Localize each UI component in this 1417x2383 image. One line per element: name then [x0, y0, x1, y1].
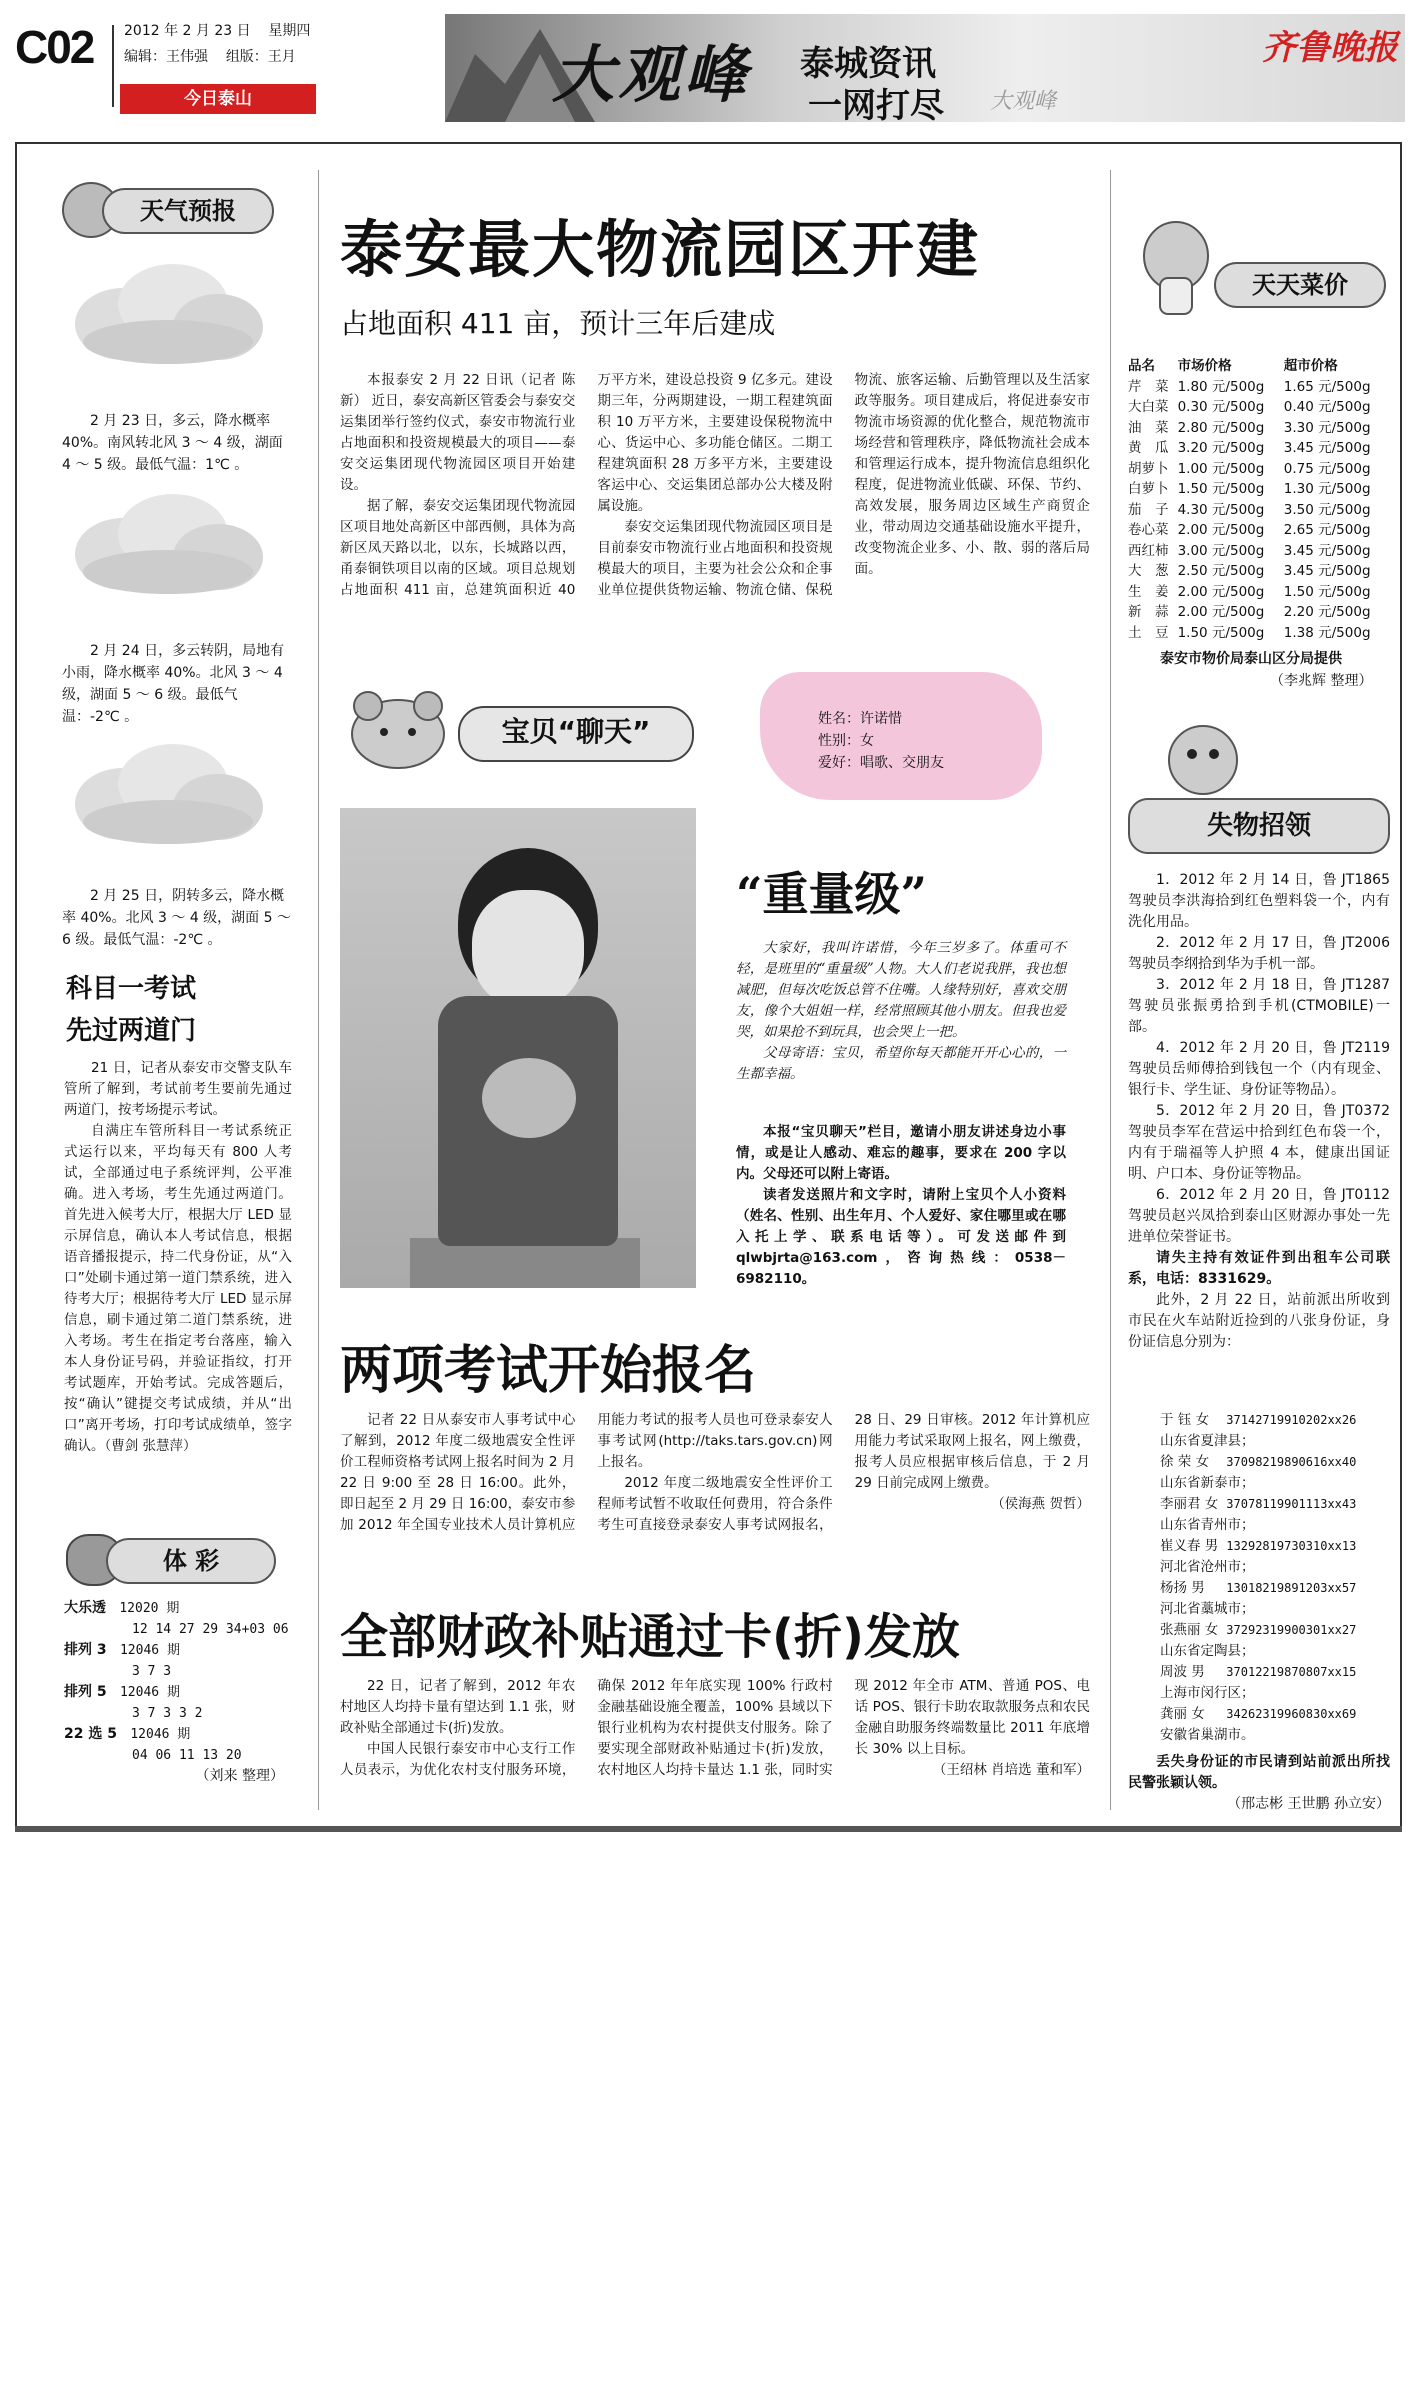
list-item — [1160, 1662, 1356, 1683]
veg-name: 大 葱 — [1128, 563, 1169, 579]
veg-super-price: 2.20 元/500g — [1283, 604, 1371, 620]
register-credit: （侯海燕 贺哲） — [991, 1496, 1090, 1512]
exam-body — [64, 1058, 292, 1457]
lottery-name: 大乐透 — [64, 1600, 106, 1616]
main-subheadline: 占地面积 411 亩，预计三年后建成 — [340, 307, 776, 340]
subsidy-paragraph: 22 日，记者了解到，2012 年农村地区人均持卡量有望达到 1.1 张，财政补贴全部通过卡(折)发放。 — [340, 1678, 576, 1736]
weather-day-1-text: 2 月 23 日，多云，降水概率 40%。南风转北风 3 ～ 4 级，湖面 4 ～ 5 级。最低气温：1℃ 。 — [62, 413, 283, 473]
section-tag: 今日泰山 — [120, 84, 316, 114]
veg-market-price: 1.00 元/500g — [1177, 460, 1265, 477]
table-row — [1128, 541, 1390, 562]
lottery-name: 22 选 5 — [64, 1726, 117, 1742]
veg-super-price: 0.75 元/500g — [1283, 460, 1371, 477]
header-divider — [112, 25, 114, 107]
id-owner: 张燕丽 女 — [1160, 1622, 1219, 1638]
table-row — [1128, 397, 1390, 418]
header-weekday: 星期四 — [268, 23, 311, 39]
cloud-icon — [68, 492, 268, 597]
weather-header — [62, 182, 272, 238]
veg-name: 新 蒜 — [1128, 604, 1169, 620]
baby-story-text: 大家好，我叫许诺惜，今年三岁多了。体重可不轻，是班里的“重量级”人物。大人们老说我胖，我也想减肥，但每次吃饭总管不住嘴。人缘特别好，喜欢交朋友，像个大姐姐一样，经常照顾其他小朋友。但我也爱哭，如果抢不到玩具，也会哭上一把。 — [736, 940, 1066, 1040]
id-number: 37142719910202xx26 — [1226, 1413, 1357, 1427]
weather-day-3-text: 2 月 25 日，阴转多云，降水概率 40%。北风 3 ～ 4 级，湖面 5 ～ 6 级。最低气温：-2℃ 。 — [62, 888, 291, 948]
table-row — [1128, 459, 1390, 480]
lost-item: 2．2012 年 2 月 17 日，鲁 JT2006 驾驶员李纲拾到华为手机一部。 — [1128, 935, 1390, 972]
id-owner: 龚丽 女 — [1160, 1706, 1205, 1722]
lost-item: 6．2012 年 2 月 20 日，鲁 JT0112 驾驶员赵兴凤拾到泰山区财源办事处一先进单位荣誉证书。 — [1128, 1187, 1390, 1245]
lottery-header — [66, 1530, 276, 1588]
list-item — [1160, 1494, 1356, 1515]
baby-story — [736, 938, 1066, 1085]
list-item — [1160, 1515, 1356, 1536]
header-date: 2012 年 2 月 23 日 — [124, 23, 251, 39]
exam-title-1: 科目一考试 — [66, 974, 197, 1004]
veg-name: 生 姜 — [1128, 583, 1169, 600]
veg-name: 西红柿 — [1128, 542, 1169, 559]
lost-closing-block — [1128, 1752, 1390, 1815]
veg-market-price: 3.20 元/500g — [1177, 440, 1265, 456]
lottery-numbers: 04 06 11 13 20 — [132, 1748, 242, 1763]
list-item — [1160, 1599, 1356, 1620]
veg-super-price: 3.45 元/500g — [1283, 542, 1371, 559]
id-address: 河北省藁城市； — [1160, 1601, 1255, 1617]
subsidy-paragraph: 中国人民银行泰安市中心支行工作人员表示，为优化农村支付服务环境，确保 2012 年年底实现 100% 行政村金融基础设施全覆盖，100% 县域以下银行业机构为农村提供支付服务。除了要实现全部财政补贴通过卡(折)发放，农村地区人均持卡量达 1.1 张，同时实现 2012 年全市 ATM、普通 POS、电话 POS、银行卡助农取款服务点和农民金融自助服务终端数量比 2011 年底增长 30% 以上目标。 — [340, 1678, 1090, 1778]
lottery-issue: 12046 期 — [119, 1643, 180, 1658]
lottery-name: 排列 3 — [64, 1642, 107, 1658]
lost-items — [1128, 870, 1390, 1353]
veg-super-price: 1.65 元/500g — [1283, 378, 1371, 395]
id-number: 37012219870807xx15 — [1226, 1665, 1357, 1679]
paper-logo: 齐鲁晚报 — [1262, 28, 1398, 68]
lost-intro: 此外，2 月 22 日，站前派出所收到市民在火车站附近捡到的八张身份证，身份证信息分别为： — [1128, 1292, 1390, 1350]
baby-column-title: 宝贝“聊天” — [458, 706, 694, 762]
register-paragraph: 记者 22 日从泰安市人事考试中心了解到，2012 年度二级地震安全性评价工程师资格考试网上报名时间为 2 月 22 日 9:00 至 28 日 16:00。此外，即日起至 2 月 29 日 16:00，泰安市参加 2012 年全国专业技术人员计算机应用能力考试的报考人员也可登录泰安人事考试网(http://taks.tars.gov.cn)网上报名。 — [340, 1412, 833, 1533]
veg-super-price: 1.50 元/500g — [1283, 583, 1371, 600]
list-item — [1160, 1725, 1356, 1746]
table-row — [1128, 500, 1390, 521]
register-headline: 两项考试开始报名 — [340, 1341, 757, 1401]
veg-name: 黄 瓜 — [1128, 440, 1169, 456]
list-item — [1160, 1431, 1356, 1452]
id-address: 山东省夏津县； — [1160, 1433, 1255, 1449]
id-address: 山东省新泰市； — [1160, 1475, 1255, 1491]
subsidy-credit: （王绍林 肖培选 董和军） — [932, 1762, 1090, 1778]
id-number: 13018219891203xx57 — [1226, 1581, 1357, 1595]
list-item — [1160, 1473, 1356, 1494]
veg-name: 油 菜 — [1128, 419, 1169, 436]
banner-watermark: 大观峰 — [990, 89, 1057, 114]
lottery-issue: 12046 期 — [119, 1685, 180, 1700]
id-owner: 李丽君 女 — [1160, 1496, 1219, 1512]
weather-day-3 — [62, 885, 292, 951]
lost-closing: 丢失身份证的市民请到站前派出所找民警张颖认领。 — [1128, 1754, 1390, 1791]
list-item — [1160, 1410, 1356, 1431]
veg-price-table — [1128, 356, 1390, 643]
id-address: 河北省沧州市； — [1160, 1559, 1255, 1575]
cloud-icon — [68, 742, 268, 847]
column-rule-right — [1110, 170, 1111, 1810]
list-item — [1160, 1620, 1356, 1641]
exam-title-2: 先过两道门 — [66, 1016, 197, 1046]
veg-source: 泰安市物价局泰山区分局提供 — [1160, 651, 1342, 667]
main-paragraph: 据了解，泰安交运集团现代物流园区项目地处高新区中部西侧，具体为高新区凤天路以北，以东，长城路以西，甬泰铜铁项目以南的区域。项目总规划占地面积 411 亩，总建筑面积近 40 万平方米，建设总投资 9 亿多元。建设期三年，分两期建设，一期工程建筑面积 10 万平方米，主要建设保税物流中心、货运中心、多功能仓储区。二期工程建筑面积 28 万多平方米，主要建设客运中心、交运集团总部办公大楼及附属设施。 — [340, 372, 833, 598]
table-row — [1128, 582, 1390, 603]
veg-header-market: 市场价格 — [1177, 358, 1232, 374]
lottery-numbers: 3 7 3 3 2 — [132, 1706, 203, 1721]
baby-headline: “重量级” — [736, 867, 927, 921]
table-row — [1128, 623, 1390, 644]
lost-item: 3．2012 年 2 月 18 日，鲁 JT1287 驾驶员张振勇拾到手机(CTMOBILE)一部。 — [1128, 977, 1390, 1035]
list-item — [1160, 1557, 1356, 1578]
exam-paragraph: 自满庄车管所科目一考试系统正式运行以来，平均每天有 800 人考试，全部通过电子系统评判，公平准确。进入考场，考生先通过两道门。首先进入候考大厅，根据大厅 LED 显示屏信息，确认本人考试信息，根据语音播报提示，持二代身份证，从“入口”处刷卡通过第一道门禁系统，进入待考大厅；根据待考大厅 LED 显示屏信息，刷卡通过第二道门禁系统，进入考场。考生在指定考台落座，输入本人身份证号码，并验证指纹，打开考试题库，开始考试。完成答题后，按“确认”键提交考试成绩，并从“出口”离开考场，打印考试成绩单，签字确认。（曹剑 张慧萍） — [64, 1123, 292, 1454]
baby-notice-1: 本报“宝贝聊天”栏目，邀请小朋友讲述身边小事情，或是让人感动、难忘的趣事，要求在 200 字以内。父母还可以附上寄语。 — [736, 1124, 1066, 1182]
lottery-row — [64, 1682, 294, 1724]
id-number: 37098219890616xx40 — [1226, 1455, 1357, 1469]
list-item — [1160, 1452, 1356, 1473]
exam-paragraph: 21 日，记者从泰安市交警支队车管所了解到，考试前考生要前先通过两道门，按考场提示考试。 — [64, 1060, 292, 1118]
table-row — [1128, 561, 1390, 582]
id-owner: 周波 男 — [1160, 1664, 1205, 1680]
id-owner: 徐 荣 女 — [1160, 1454, 1210, 1470]
cartoon-bear-icon — [338, 690, 458, 772]
column-rule-left — [318, 170, 319, 1810]
banner-title: 大观峰 — [552, 38, 751, 111]
lottery-numbers: 3 7 3 — [132, 1664, 172, 1679]
table-row — [1128, 377, 1390, 398]
banner-slogan-2: 一网打尽 — [808, 86, 944, 126]
veg-market-price: 2.00 元/500g — [1177, 604, 1265, 620]
veg-header-name: 品名 — [1128, 358, 1155, 374]
lost-item: 4．2012 年 2 月 20 日，鲁 JT2119 驾驶员岳师傅拾到钱包一个（内有现金、银行卡、学生证、身份证等物品）。 — [1128, 1040, 1390, 1098]
lottery-credit: （刘来 整理） — [195, 1768, 284, 1784]
veg-market-price: 1.50 元/500g — [1177, 481, 1265, 497]
weather-day-2-text: 2 月 24 日，多云转阴，局地有小雨，降水概率 40%。北风 3 ～ 4 级，湖面 5 ～ 6 级。最低气温：-2℃ 。 — [62, 643, 285, 725]
photo-face — [472, 890, 584, 1008]
id-address: 安徽省巢湖市。 — [1160, 1727, 1255, 1743]
veg-name: 茄 子 — [1128, 501, 1169, 518]
veg-super-price: 3.50 元/500g — [1283, 501, 1371, 518]
veg-market-price: 2.50 元/500g — [1177, 563, 1265, 579]
lost-title: 失物招领 — [1128, 798, 1390, 854]
lottery-results — [64, 1598, 294, 1787]
lottery-row — [64, 1640, 294, 1682]
list-item — [1160, 1683, 1356, 1704]
id-card-list — [1160, 1410, 1356, 1746]
veg-super-price: 3.45 元/500g — [1283, 440, 1371, 456]
lottery-title: 体 彩 — [106, 1538, 276, 1584]
lost-item: 5．2012 年 2 月 20 日，鲁 JT0372 驾驶员李军在营运中拾到红色布袋一个，内有于瑞福等人护照 4 本，健康出国证明、户口本、身份证等物品。 — [1128, 1103, 1390, 1182]
veg-name: 芹 菜 — [1128, 378, 1169, 395]
table-row — [1128, 602, 1390, 623]
register-body — [340, 1410, 1090, 1580]
lottery-row — [64, 1598, 294, 1640]
veg-header-supermarket: 超市价格 — [1283, 358, 1338, 374]
baby-name: 姓名：许诺惜 — [818, 711, 902, 727]
veg-name: 大白菜 — [1128, 399, 1169, 415]
banner-slogan-1: 泰城资讯 — [800, 44, 936, 84]
id-number: 37292319900301xx27 — [1226, 1623, 1357, 1637]
veg-market-price: 2.80 元/500g — [1177, 419, 1265, 436]
main-paragraph: 泰安交运集团现代物流园区项目是目前泰安市物流行业占地面积和投资规模最大的项目，主要为社会公众和企事业单位提供货物运输、物流仓储、保税物流、旅客运输、后勤管理以及生活家政等服务。项目建成后，将促进泰安市物流市场资源的优化整合，规范物流市场经营和管理秩序，降低物流社会成本和管理运行成本，提升物流信息组织化程度，促进物流业低碳、环保、节约、高效发展，服务周边区域生产商贸企业，带动周边交通基础设施水平提升，改变物流企业多、小、散、弱的落后局面。 — [597, 372, 1090, 598]
baby-photo — [340, 808, 696, 1288]
id-address: 山东省青州市； — [1160, 1517, 1255, 1533]
subsidy-headline: 全部财政补贴通过卡(折)发放 — [340, 1609, 960, 1665]
lottery-issue: 12020 期 — [119, 1601, 180, 1616]
veg-super-price: 0.40 元/500g — [1283, 399, 1371, 415]
veg-header — [1128, 218, 1392, 328]
veg-name: 白萝卜 — [1128, 481, 1169, 497]
lost-item: 1．2012 年 2 月 14 日，鲁 JT1865 驾驶员李洪海拾到红色塑料袋一个，内有洗化用品。 — [1128, 872, 1390, 930]
header-editor: 编辑：王伟强 — [124, 49, 208, 65]
id-owner: 于 钰 女 — [1160, 1412, 1210, 1428]
veg-market-price: 1.80 元/500g — [1177, 378, 1265, 395]
veg-market-price: 2.00 元/500g — [1177, 522, 1265, 538]
cabbage-icon — [1136, 218, 1216, 318]
baby-gender: 性别：女 — [818, 733, 874, 749]
baby-notice — [736, 1122, 1066, 1290]
weather-title: 天气预报 — [102, 188, 274, 234]
weather-day-2 — [62, 640, 292, 728]
table-row — [1128, 438, 1390, 459]
main-paragraph: 本报泰安 2 月 22 日讯（记者 陈新） 近日，泰安高新区管委会与泰安交运集团举行签约仪式，泰安市物流行业占地面积和投资规模最大的项目——泰安交运集团现代物流园区项目开始建设。 — [340, 372, 576, 493]
veg-credit: （李兆辉 整理） — [1270, 673, 1373, 689]
table-row — [1128, 479, 1390, 500]
penguin-icon — [1158, 716, 1248, 796]
header-date-line — [124, 20, 310, 40]
id-number: 37078119901113xx43 — [1226, 1497, 1357, 1511]
lost-credit: （邢志彬 王世鹏 孙立安） — [1227, 1796, 1390, 1812]
baby-banner — [338, 690, 708, 772]
veg-market-price: 2.00 元/500g — [1177, 583, 1265, 600]
baby-parents-message: 父母寄语：宝贝，希望你每天都能开开心心的，一生都幸福。 — [736, 1045, 1066, 1082]
subsidy-body — [340, 1676, 1090, 1822]
list-item — [1160, 1536, 1356, 1557]
veg-market-price: 4.30 元/500g — [1177, 501, 1265, 518]
lottery-issue: 12046 期 — [130, 1727, 191, 1742]
page-number: C02 — [15, 21, 94, 73]
veg-name: 土 豆 — [1128, 624, 1169, 641]
baby-hobby: 爱好：唱歌、交朋友 — [818, 755, 944, 771]
lost-header — [1128, 716, 1392, 858]
veg-super-price: 1.38 元/500g — [1283, 624, 1371, 641]
table-row — [1128, 520, 1390, 541]
id-number: 34262319960830xx69 — [1226, 1707, 1357, 1721]
lottery-numbers: 12 14 27 29 34+03 06 — [132, 1622, 289, 1637]
header-layout: 组版：王月 — [225, 49, 296, 65]
frame-shadow — [15, 1826, 1402, 1832]
id-owner: 崔义春 男 — [1160, 1538, 1219, 1554]
weather-day-1 — [62, 410, 292, 476]
veg-market-price: 0.30 元/500g — [1177, 399, 1265, 415]
photo-flower — [482, 1058, 576, 1138]
veg-title: 天天菜价 — [1214, 262, 1386, 308]
veg-name: 卷心菜 — [1128, 522, 1169, 538]
id-address: 上海市闵行区； — [1160, 1685, 1255, 1701]
list-item — [1160, 1578, 1356, 1599]
table-row — [1128, 418, 1390, 439]
baby-info-card — [760, 672, 1042, 800]
main-headline: 泰安最大物流园区开建 — [340, 213, 981, 286]
veg-super-price: 2.65 元/500g — [1283, 522, 1371, 538]
main-body — [340, 370, 1090, 676]
id-owner: 杨扬 男 — [1160, 1580, 1205, 1596]
cloud-icon — [68, 262, 268, 367]
veg-table-header — [1128, 356, 1390, 377]
baby-notice-2: 读者发送照片和文字时，请附上宝贝个人小资料（姓名、性别、出生年月、个人爱好、家住哪里或在哪入托上学、联系电话等）。可发送邮件到 qlwbjrta@163.com，咨询热线：0538－6982110。 — [736, 1187, 1066, 1287]
register-paragraph: 2012 年度二级地震安全性评价工程师考试暂不收取任何费用，符合条件考生可直接登录泰安人事考试网报名，28 日、29 日审核。2012 年计算机应用能力考试采取网上报名，网上缴费，报考人员应根据审核后信息，于 2 月 29 日前完成网上缴费。 — [597, 1412, 1090, 1533]
veg-market-price: 1.50 元/500g — [1177, 624, 1265, 641]
veg-super-price: 3.30 元/500g — [1283, 419, 1371, 436]
id-address: 山东省定陶县； — [1160, 1643, 1255, 1659]
lottery-row — [64, 1724, 294, 1766]
veg-name: 胡萝卜 — [1128, 460, 1169, 477]
lost-contact: 请失主持有效证件到出租车公司联系，电话：8331629。 — [1128, 1250, 1390, 1287]
lottery-name: 排列 5 — [64, 1684, 107, 1700]
veg-super-price: 1.30 元/500g — [1283, 481, 1371, 497]
baby-info — [818, 708, 944, 774]
id-number: 13292819730310xx13 — [1226, 1539, 1357, 1553]
list-item — [1160, 1704, 1356, 1725]
veg-market-price: 3.00 元/500g — [1177, 542, 1265, 559]
header-staff-line — [124, 46, 296, 66]
veg-super-price: 3.45 元/500g — [1283, 563, 1371, 579]
list-item — [1160, 1641, 1356, 1662]
